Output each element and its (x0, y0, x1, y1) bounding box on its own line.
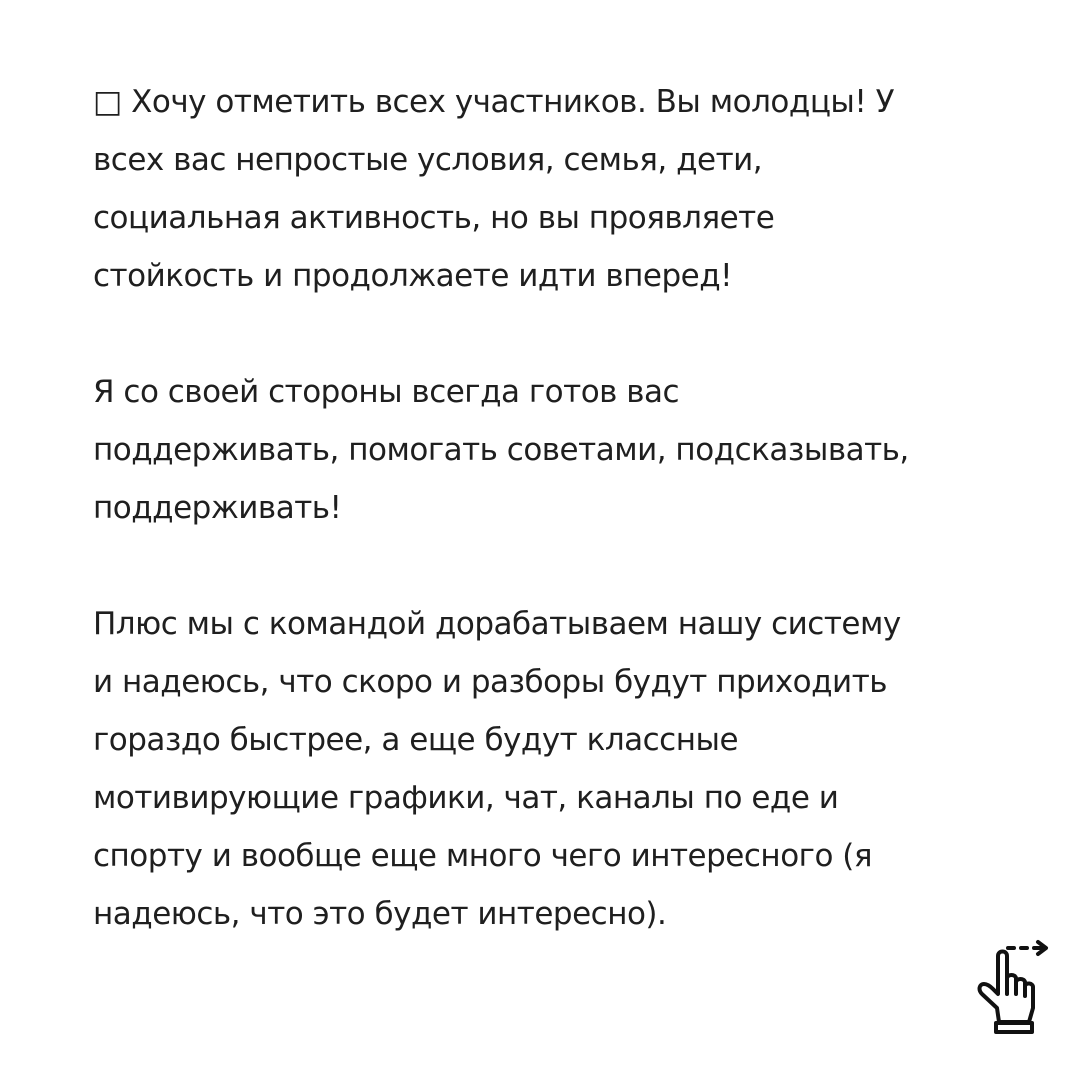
paragraph-gap (93, 305, 1053, 363)
paragraph-gap (93, 537, 1053, 595)
text-line: всех вас непростые условия, семья, дети, (93, 142, 763, 178)
paragraph-1 (93, 73, 1053, 305)
text-line: поддерживать! (93, 490, 342, 526)
text-line: Я со своей стороны всегда готов вас (93, 374, 680, 410)
text-line: □ Хочу отметить всех участников. Вы молодцы! У (93, 84, 895, 120)
text-line: гораздо быстрее, а еще будут классные (93, 722, 739, 758)
paragraph-3 (93, 595, 1053, 943)
paragraph-2 (93, 363, 1053, 537)
text-line: спорту и вообще еще много чего интересного (я (93, 838, 873, 874)
post-text (93, 73, 1053, 943)
text-line: надеюсь, что это будет интересно). (93, 896, 667, 932)
text-line: поддерживать, помогать советами, подсказывать, (93, 432, 909, 468)
text-line: социальная активность, но вы проявляете (93, 200, 775, 236)
swipe-right-hand-icon[interactable] (966, 936, 1058, 1036)
text-line: и надеюсь, что скоро и разборы будут приходить (93, 664, 888, 700)
text-line: Плюс мы с командой дорабатываем нашу систему (93, 606, 901, 642)
text-line: стойкость и продолжаете идти вперед! (93, 258, 733, 294)
text-line: мотивирующие графики, чат, каналы по еде и (93, 780, 839, 816)
